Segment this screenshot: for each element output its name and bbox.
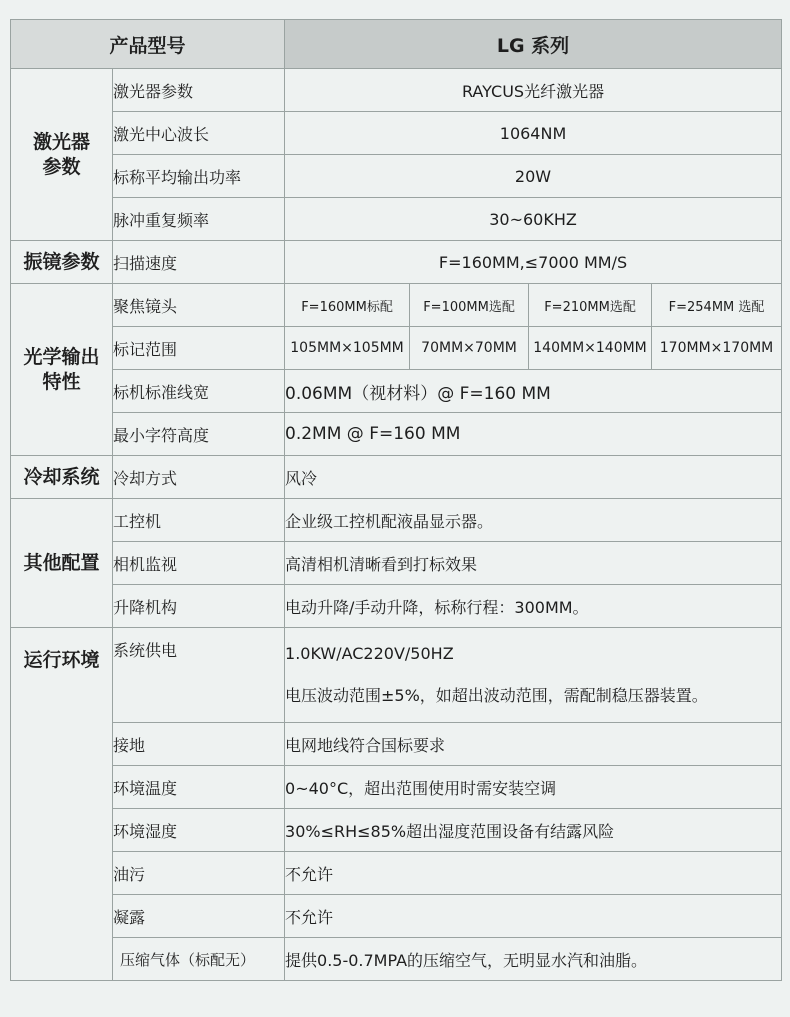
table-row <box>11 198 782 241</box>
category-optics <box>11 284 113 456</box>
param-value: 30%≤RH≤85%超出湿度范围设备有结露风险 <box>285 809 782 852</box>
table-row <box>11 585 782 628</box>
param-value: 高清相机清晰看到打标效果 <box>285 542 782 585</box>
table-row <box>11 895 782 938</box>
category-env: 运行环境 <box>11 628 113 981</box>
param-name: 冷却方式 <box>113 456 285 499</box>
table-row <box>11 499 782 542</box>
param-name: 压缩气体（标配无） <box>113 938 285 981</box>
lens-option: F=254MM 选配 <box>652 284 782 327</box>
param-name: 标称平均输出功率 <box>113 155 285 198</box>
param-name: 标机标准线宽 <box>113 370 285 413</box>
table-row <box>11 370 782 413</box>
param-value: F=160MM,≤7000 MM/S <box>285 241 782 284</box>
param-value: 不允许 <box>285 852 782 895</box>
table-row <box>11 413 782 456</box>
table-row <box>11 69 782 112</box>
param-name: 扫描速度 <box>113 241 285 284</box>
param-value: 风冷 <box>285 456 782 499</box>
table-row <box>11 542 782 585</box>
table-row <box>11 456 782 499</box>
param-value: 电网地线符合国标要求 <box>285 723 782 766</box>
param-name: 升降机构 <box>113 585 285 628</box>
param-value: 30~60KHZ <box>285 198 782 241</box>
range-value: 70MM×70MM <box>410 327 529 370</box>
power-line-2: 电压波动范围±5%，如超出波动范围，需配制稳压器装置。 <box>285 686 708 705</box>
param-name: 激光器参数 <box>113 69 285 112</box>
category-galvo: 振镜参数 <box>11 241 113 284</box>
param-value: 电动升降/手动升降，标称行程：300MM。 <box>285 585 782 628</box>
param-name: 环境温度 <box>113 766 285 809</box>
table-row <box>11 241 782 284</box>
param-name: 标记范围 <box>113 327 285 370</box>
param-name: 相机监视 <box>113 542 285 585</box>
param-value: 不允许 <box>285 895 782 938</box>
range-value: 140MM×140MM <box>529 327 652 370</box>
lens-option: F=160MM标配 <box>285 284 410 327</box>
spec-sheet <box>10 19 781 981</box>
table-row <box>11 155 782 198</box>
table-row <box>11 938 782 981</box>
param-value: 0~40°C，超出范围使用时需安装空调 <box>285 766 782 809</box>
category-cooling: 冷却系统 <box>11 456 113 499</box>
model-label: 产品型号 <box>11 20 285 69</box>
spec-table <box>10 19 782 981</box>
param-name: 接地 <box>113 723 285 766</box>
power-line-1: 1.0KW/AC220V/50HZ <box>285 644 454 663</box>
param-name: 聚焦镜头 <box>113 284 285 327</box>
param-value: 1064NM <box>285 112 782 155</box>
param-value <box>285 628 782 723</box>
category-other: 其他配置 <box>11 499 113 628</box>
lens-option: F=100MM选配 <box>410 284 529 327</box>
param-name: 环境湿度 <box>113 809 285 852</box>
range-value: 105MM×105MM <box>285 327 410 370</box>
category-laser <box>11 69 113 241</box>
table-row <box>11 766 782 809</box>
param-name: 系统供电 <box>113 628 285 723</box>
lens-option: F=210MM选配 <box>529 284 652 327</box>
param-name: 工控机 <box>113 499 285 542</box>
param-name: 油污 <box>113 852 285 895</box>
table-row <box>11 723 782 766</box>
param-value: 20W <box>285 155 782 198</box>
table-row <box>11 284 782 327</box>
param-name: 最小字符高度 <box>113 413 285 456</box>
param-name: 激光中心波长 <box>113 112 285 155</box>
param-value: 企业级工控机配液晶显示器。 <box>285 499 782 542</box>
category-label: 激光器参数 <box>32 130 90 178</box>
table-row <box>11 809 782 852</box>
header-row <box>11 20 782 69</box>
category-label: 光学输出特性 <box>23 345 100 393</box>
table-row <box>11 852 782 895</box>
param-value: 提供0.5-0.7MPA的压缩空气，无明显水汽和油脂。 <box>285 938 782 981</box>
table-row <box>11 327 782 370</box>
param-value: RAYCUS光纤激光器 <box>285 69 782 112</box>
table-row <box>11 628 782 723</box>
range-value: 170MM×170MM <box>652 327 782 370</box>
param-name: 凝露 <box>113 895 285 938</box>
series-name: LG 系列 <box>285 20 782 69</box>
param-value: 0.2MM @ F=160 MM <box>285 413 782 456</box>
table-row <box>11 112 782 155</box>
param-name: 脉冲重复频率 <box>113 198 285 241</box>
param-value: 0.06MM（视材料）@ F=160 MM <box>285 370 782 413</box>
